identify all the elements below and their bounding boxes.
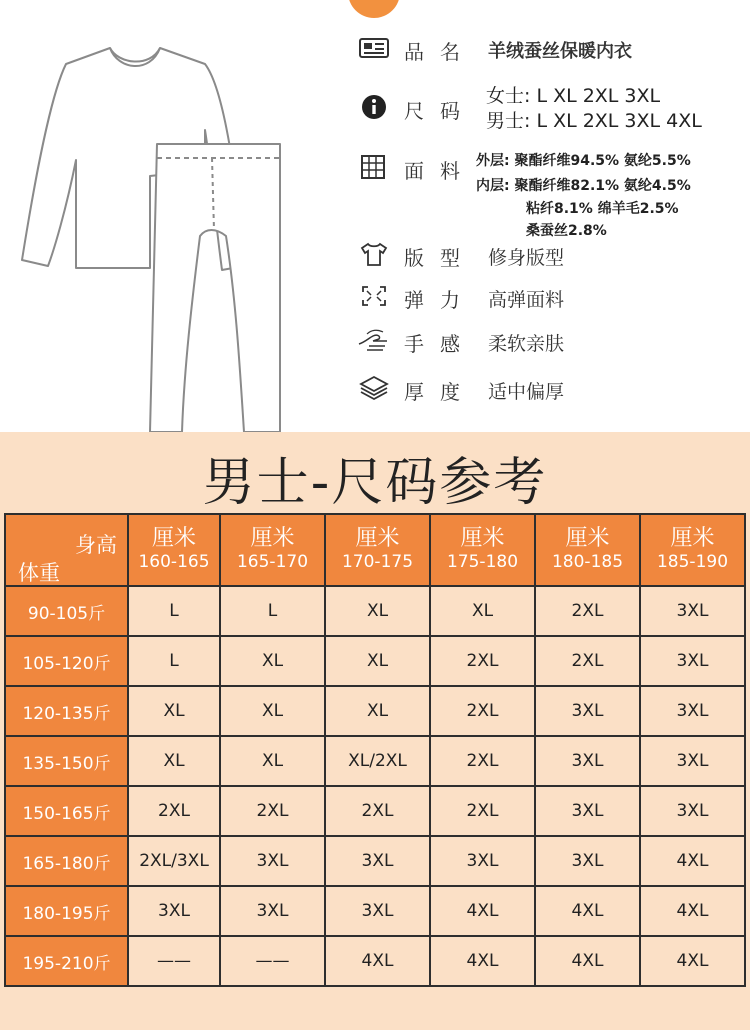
size-cell: 3XL — [640, 586, 745, 636]
size-cell: 2XL — [430, 636, 535, 686]
table-row — [5, 786, 745, 836]
table-row — [5, 886, 745, 936]
size-cell: 3XL — [535, 786, 640, 836]
size-cell: 2XL/3XL — [128, 836, 220, 886]
height-column-header: 厘米 175-180 — [430, 514, 535, 586]
expand-icon — [357, 282, 391, 310]
size-cell: XL — [220, 736, 325, 786]
size-cell: 4XL — [325, 936, 430, 986]
size-cell: 3XL — [325, 886, 430, 936]
size-cell: XL — [325, 636, 430, 686]
table-row — [5, 686, 745, 736]
size-cell: 3XL — [128, 886, 220, 936]
size-cell: 3XL — [640, 686, 745, 736]
thickness-value: 适中偏厚 — [488, 381, 565, 403]
hand-touch-icon — [357, 326, 391, 354]
elasticity-label: 弹力 — [404, 288, 476, 312]
fabric-inner-3: 桑蚕丝2.8% — [526, 223, 607, 239]
table-header-row — [5, 514, 745, 586]
size-men: 男士: L XL 2XL 3XL 4XL — [486, 110, 702, 132]
size-cell: 4XL — [535, 886, 640, 936]
size-cell: L — [128, 636, 220, 686]
size-cell: 3XL — [220, 836, 325, 886]
layers-icon — [357, 374, 391, 402]
size-cell: 3XL — [640, 736, 745, 786]
size-chart-title: 男士-尺码参考 — [202, 453, 548, 513]
fit-value: 修身版型 — [488, 247, 565, 269]
size-cell: 3XL — [220, 886, 325, 936]
fabric-label: 面料 — [404, 159, 476, 183]
size-cell: L — [220, 586, 325, 636]
size-cell: 4XL — [535, 936, 640, 986]
fabric-inner: 内层: 聚酯纤维82.1% 氨纶4.5% — [476, 178, 691, 194]
feel-label: 手感 — [404, 332, 476, 356]
size-cell: 4XL — [640, 836, 745, 886]
weight-row-header: 120-135斤 — [5, 686, 128, 736]
size-cell: L — [128, 586, 220, 636]
elasticity-value: 高弹面料 — [488, 289, 565, 311]
weight-row-header: 195-210斤 — [5, 936, 128, 986]
size-cell: XL/2XL — [325, 736, 430, 786]
size-cell: 4XL — [640, 886, 745, 936]
fit-label: 版型 — [404, 246, 476, 270]
tshirt-icon — [357, 240, 391, 268]
size-cell: 3XL — [640, 636, 745, 686]
size-cell: XL — [325, 686, 430, 736]
size-cell: XL — [430, 586, 535, 636]
name-label: 品名 — [404, 40, 476, 64]
size-table — [4, 513, 746, 987]
size-cell: 2XL — [535, 586, 640, 636]
weight-row-header: 165-180斤 — [5, 836, 128, 886]
feel-value: 柔软亲肤 — [488, 333, 565, 355]
long-johns-outline — [150, 144, 280, 432]
table-body — [5, 586, 745, 986]
size-cell: XL — [325, 586, 430, 636]
size-cell: 4XL — [640, 936, 745, 986]
size-cell: 2XL — [128, 786, 220, 836]
size-cell: 4XL — [430, 886, 535, 936]
table-row — [5, 586, 745, 636]
height-column-header: 厘米 160-165 — [128, 514, 220, 586]
weight-row-header: 90-105斤 — [5, 586, 128, 636]
size-cell: 4XL — [430, 936, 535, 986]
size-women: 女士: L XL 2XL 3XL — [486, 85, 661, 107]
weight-row-header: 135-150斤 — [5, 736, 128, 786]
weight-row-header: 150-165斤 — [5, 786, 128, 836]
table-row — [5, 836, 745, 886]
size-cell: 2XL — [325, 786, 430, 836]
size-cell: 3XL — [535, 736, 640, 786]
size-cell: 2XL — [430, 686, 535, 736]
weight-row-header: 180-195斤 — [5, 886, 128, 936]
height-column-header: 厘米 170-175 — [325, 514, 430, 586]
size-cell: 3XL — [640, 786, 745, 836]
table-row — [5, 936, 745, 986]
size-cell: 3XL — [535, 686, 640, 736]
weight-axis-label: 体重 — [18, 561, 60, 585]
size-cell: 3XL — [430, 836, 535, 886]
table-row — [5, 736, 745, 786]
height-column-header: 厘米 165-170 — [220, 514, 325, 586]
size-cell: XL — [128, 736, 220, 786]
height-column-header: 厘米 180-185 — [535, 514, 640, 586]
size-cell: XL — [220, 686, 325, 736]
weight-row-header: 105-120斤 — [5, 636, 128, 686]
fabric-inner-2: 粘纤8.1% 绵羊毛2.5% — [526, 201, 679, 217]
info-icon — [357, 93, 391, 121]
table-row — [5, 636, 745, 686]
fabric-outer: 外层: 聚酯纤维94.5% 氨纶5.5% — [476, 153, 691, 169]
height-axis-label: 身高 — [75, 533, 117, 557]
size-cell: 3XL — [535, 836, 640, 886]
size-cell: 2XL — [430, 786, 535, 836]
size-cell: 2XL — [220, 786, 325, 836]
size-cell: XL — [128, 686, 220, 736]
size-cell: 2XL — [430, 736, 535, 786]
table-corner-cell — [5, 514, 128, 586]
thickness-label: 厚度 — [404, 380, 476, 404]
size-cell: —— — [128, 936, 220, 986]
thermal-underwear-illustration — [0, 40, 300, 432]
size-cell: 3XL — [325, 836, 430, 886]
size-cell: 2XL — [535, 636, 640, 686]
height-column-header: 厘米 185-190 — [640, 514, 745, 586]
name-value: 羊绒蚕丝保暖内衣 — [488, 41, 632, 62]
size-cell: XL — [220, 636, 325, 686]
fabric-grid-icon — [357, 153, 391, 181]
id-card-icon — [357, 34, 391, 62]
size-label: 尺码 — [404, 99, 476, 123]
size-cell: —— — [220, 936, 325, 986]
